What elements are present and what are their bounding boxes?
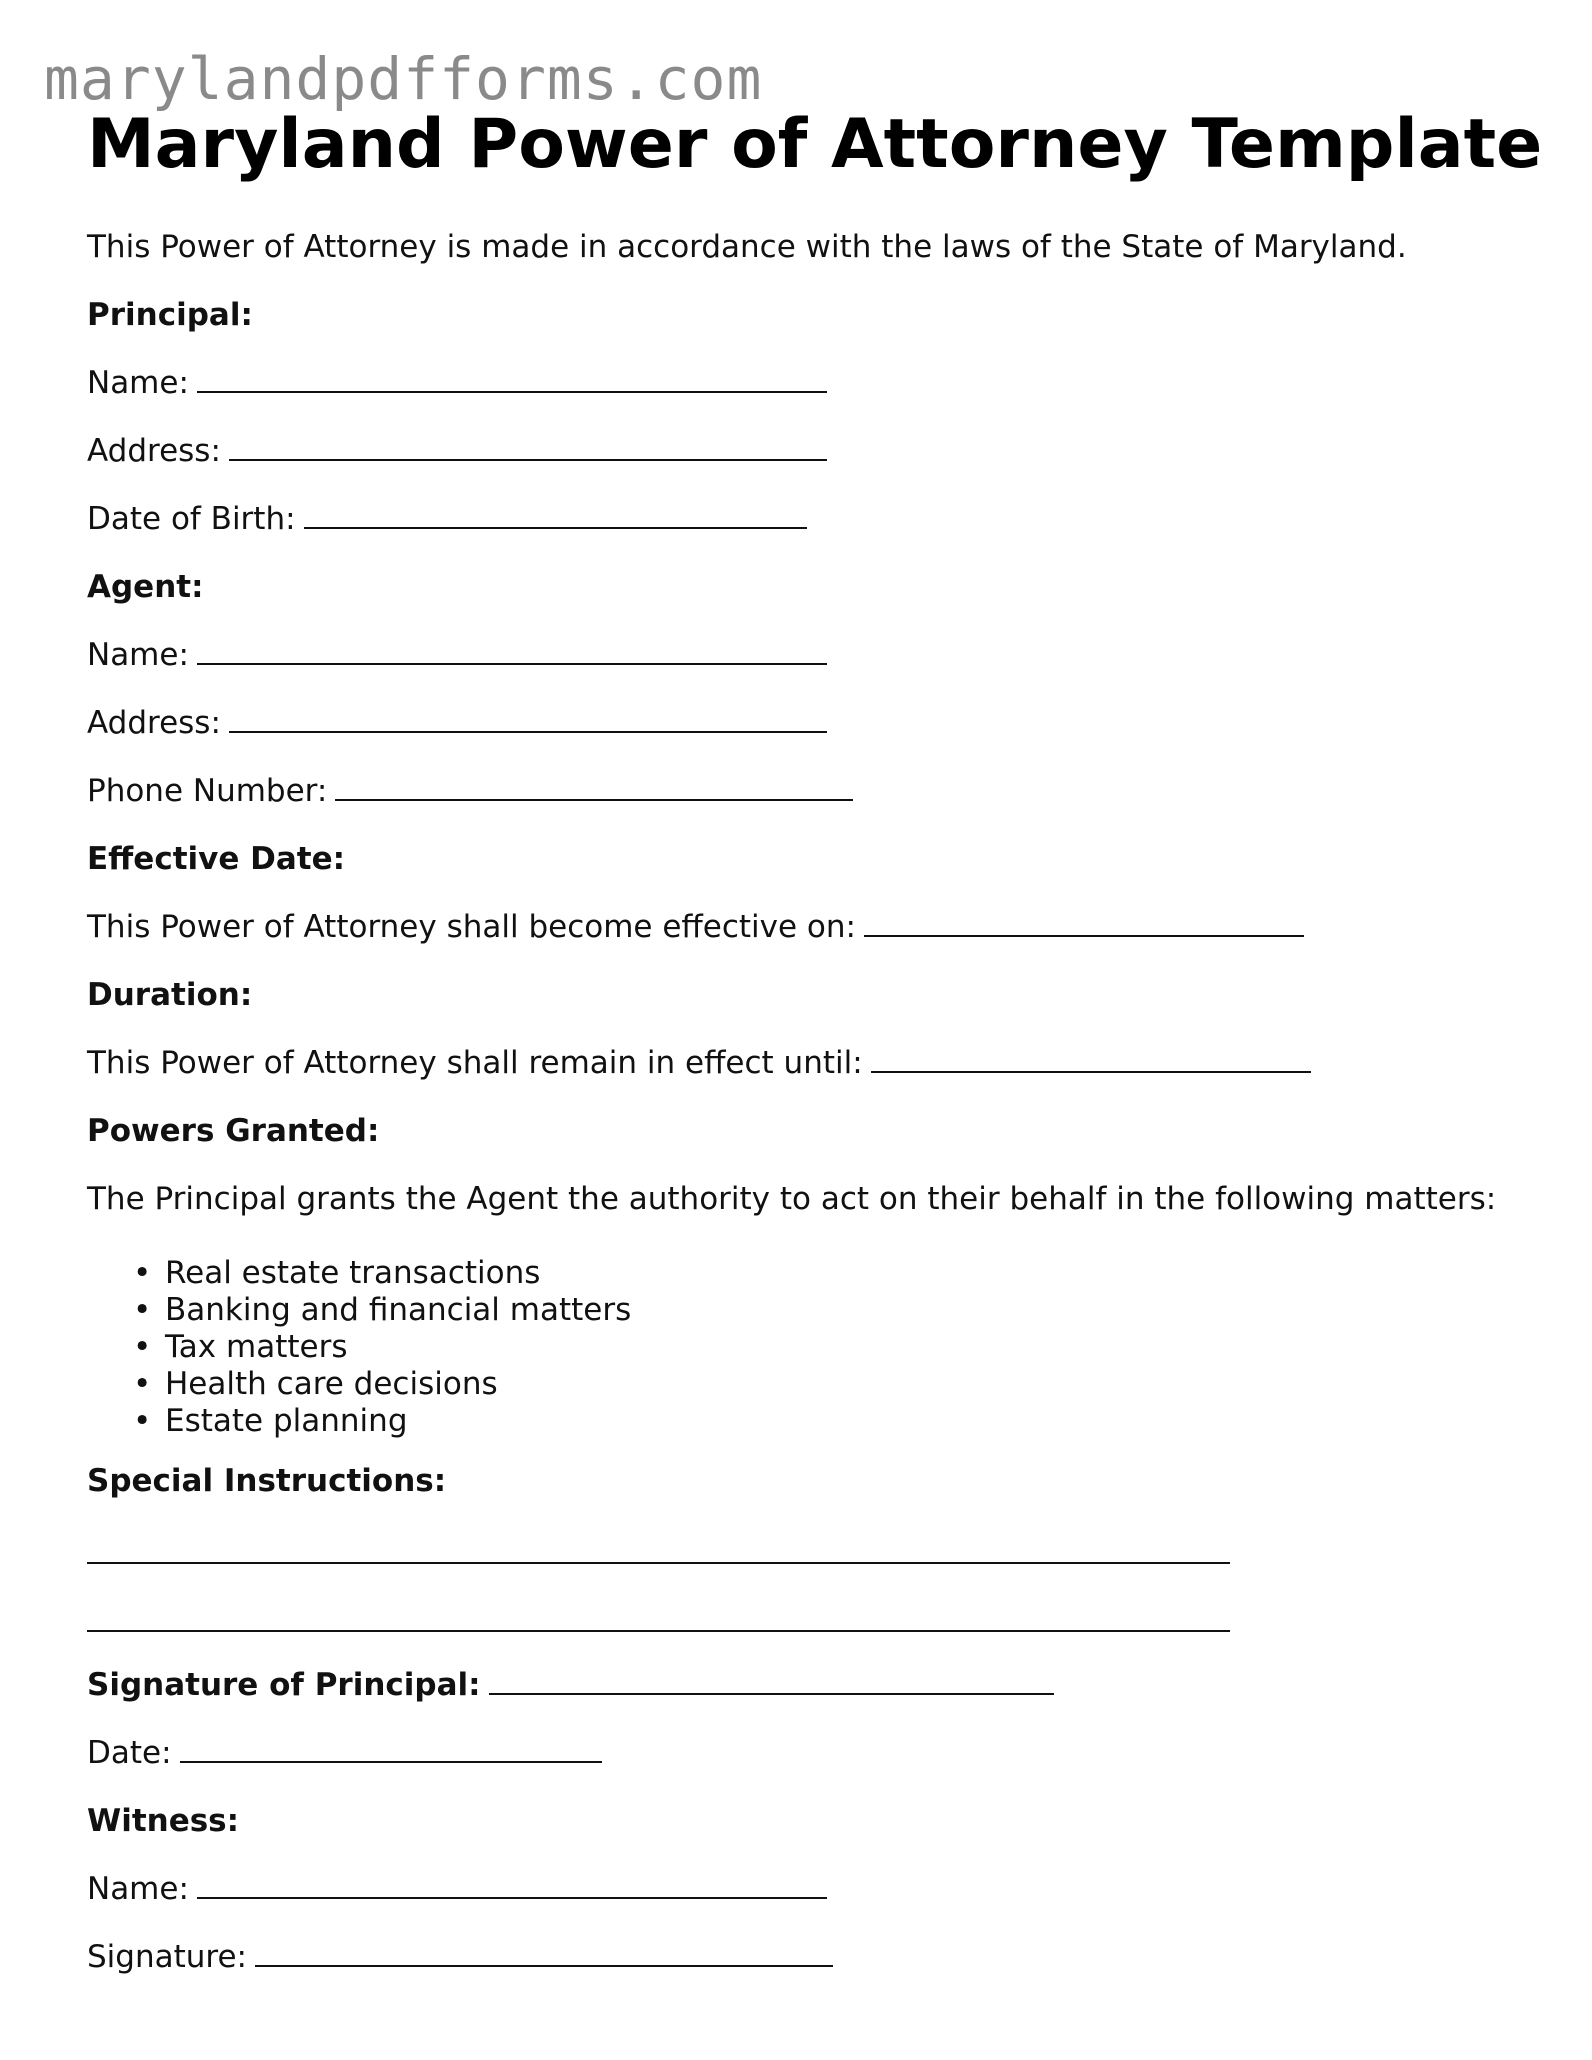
site-watermark: marylandpdfforms.com bbox=[44, 45, 763, 113]
signature-date-label: Date: bbox=[87, 1735, 172, 1771]
agent-address-row bbox=[87, 705, 827, 741]
effective-date-heading: Effective Date: bbox=[87, 841, 346, 877]
list-item: • Real estate transactions bbox=[165, 1255, 631, 1292]
principal-dob-row bbox=[87, 501, 807, 537]
agent-name-field[interactable] bbox=[197, 661, 827, 665]
witness-name-row bbox=[87, 1871, 827, 1907]
duration-heading: Duration: bbox=[87, 977, 253, 1013]
effective-date-text: This Power of Attorney shall become effective on: bbox=[87, 909, 856, 945]
principal-signature-field[interactable] bbox=[489, 1691, 1054, 1695]
duration-text: This Power of Attorney shall remain in effect until: bbox=[87, 1045, 863, 1081]
list-item: • Tax matters bbox=[165, 1329, 631, 1366]
agent-address-field[interactable] bbox=[229, 729, 827, 733]
agent-name-row bbox=[87, 637, 827, 673]
duration-field[interactable] bbox=[871, 1069, 1311, 1073]
powers-heading: Powers Granted: bbox=[87, 1113, 380, 1149]
witness-signature-row bbox=[87, 1939, 833, 1975]
effective-date-field[interactable] bbox=[864, 933, 1304, 937]
list-item: • Health care decisions bbox=[165, 1366, 631, 1403]
principal-address-row bbox=[87, 433, 827, 469]
principal-name-field[interactable] bbox=[197, 389, 827, 393]
principal-signature-label: Signature of Principal: bbox=[87, 1667, 481, 1703]
powers-list bbox=[87, 1255, 631, 1440]
agent-name-label: Name: bbox=[87, 637, 189, 673]
list-item: • Estate planning bbox=[165, 1403, 631, 1440]
page-title: Maryland Power of Attorney Template bbox=[87, 105, 1543, 184]
principal-name-label: Name: bbox=[87, 365, 189, 401]
special-instructions-line-2[interactable] bbox=[87, 1630, 1230, 1632]
principal-signature-row bbox=[87, 1667, 1054, 1703]
agent-heading: Agent: bbox=[87, 569, 204, 605]
duration-row bbox=[87, 1045, 1311, 1081]
agent-phone-field[interactable] bbox=[335, 797, 853, 801]
powers-text: The Principal grants the Agent the authority to act on their behalf in the following matters: bbox=[87, 1181, 1497, 1217]
agent-phone-row bbox=[87, 773, 853, 809]
principal-address-field[interactable] bbox=[229, 457, 827, 461]
agent-address-label: Address: bbox=[87, 705, 221, 741]
principal-name-row bbox=[87, 365, 827, 401]
signature-date-row bbox=[87, 1735, 602, 1771]
principal-dob-label: Date of Birth: bbox=[87, 501, 296, 537]
special-instructions-heading: Special Instructions: bbox=[87, 1463, 447, 1499]
witness-signature-field[interactable] bbox=[255, 1963, 833, 1967]
signature-date-field[interactable] bbox=[180, 1759, 602, 1763]
witness-signature-label: Signature: bbox=[87, 1939, 247, 1975]
special-instructions-line-1[interactable] bbox=[87, 1562, 1230, 1564]
effective-date-row bbox=[87, 909, 1304, 945]
principal-heading: Principal: bbox=[87, 297, 253, 333]
witness-name-label: Name: bbox=[87, 1871, 189, 1907]
principal-address-label: Address: bbox=[87, 433, 221, 469]
witness-name-field[interactable] bbox=[197, 1895, 827, 1899]
witness-heading: Witness: bbox=[87, 1803, 240, 1839]
principal-dob-field[interactable] bbox=[304, 525, 807, 529]
intro-text: This Power of Attorney is made in accordance with the laws of the State of Maryland. bbox=[87, 229, 1407, 265]
list-item: • Banking and financial matters bbox=[165, 1292, 631, 1329]
agent-phone-label: Phone Number: bbox=[87, 773, 328, 809]
